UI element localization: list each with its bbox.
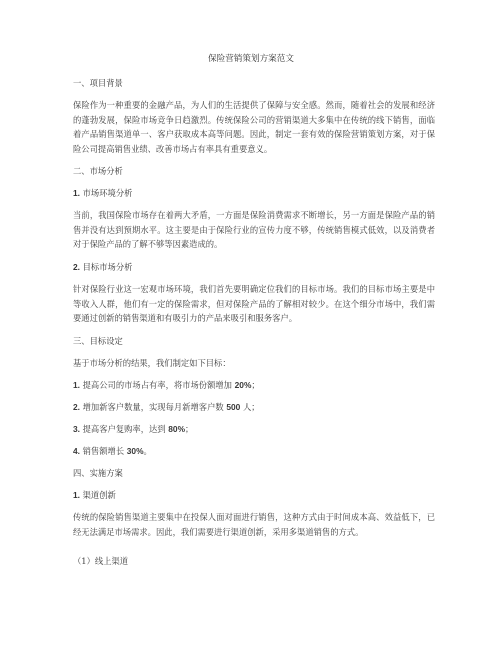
goal-item-3 (73, 422, 435, 437)
goal-number: 1. (73, 380, 80, 390)
document-title: 保险营销策划方案范文 (208, 54, 294, 64)
subheading-label: 市场环境分析 (80, 188, 133, 198)
goal-number: 4. (73, 446, 80, 456)
subheading-market-environment (73, 186, 435, 201)
goal-text: 提高客户复购率，达到 (80, 424, 169, 434)
goal-value: 500 (226, 402, 241, 412)
section-heading-implementation: 四、实施方案 (73, 468, 123, 478)
goal-value: 20% (234, 380, 252, 390)
section-heading-market-analysis: 二、市场分析 (73, 166, 123, 176)
background-paragraph: 保险作为一种重要的金融产品，为人们的生活提供了保障与安全感。然而，随着社会的发展和经济的蓬勃发展，保险市场竞争日趋激烈。传统保险公司的营销渠道大多集中在传统的线下销售，面临着产品销售渠道单一、客户获取成本高等问题。因此，制定一套有效的保险营销策划方案，对于保险公司提高销售业绩、改善市场占有率具有重要意义。 (73, 100, 435, 154)
goal-tail: 。 (143, 446, 152, 456)
goal-value: 30% (126, 446, 144, 456)
goal-value: 80% (168, 424, 186, 434)
subheading-number: 1. (73, 188, 80, 198)
online-channel-subheading: （1）线上渠道 (73, 556, 129, 566)
channel-innovation-paragraph: 传统的保险销售渠道主要集中在投保人面对面进行销售，这种方式由于时间成本高、效益低下，已经无法满足市场需求。因此，我们需要进行渠道创新，采用多渠道销售的方式。 (73, 512, 435, 537)
goal-tail: 人； (240, 402, 260, 412)
subheading-label: 渠道创新 (80, 490, 116, 500)
section-heading-background: 一、项目背景 (73, 78, 123, 88)
subheading-target-market (73, 260, 435, 275)
subheading-number: 1. (73, 490, 80, 500)
goal-tail: ； (185, 424, 194, 434)
section-heading-goals: 三、目标设定 (73, 336, 123, 346)
goal-number: 3. (73, 424, 80, 434)
subheading-number: 2. (73, 262, 80, 272)
goal-item-1 (73, 378, 435, 393)
goal-number: 2. (73, 402, 80, 412)
goals-intro: 基于市场分析的结果，我们制定如下目标： (73, 358, 231, 368)
subheading-channel-innovation (73, 488, 435, 503)
goal-text: 增加新客户数量，实现每月新增客户数 (80, 402, 227, 412)
goal-tail: ； (251, 380, 260, 390)
target-market-paragraph: 针对保险行业这一宏观市场环境，我们首先要明确定位我们的目标市场。我们的目标市场主要是中等收入人群，他们有一定的保险需求，但对保险产品的了解相对较少。在这个细分市场中，我们需要通过创新的销售渠道和有吸引力的产品来吸引和服务客户。 (73, 284, 435, 324)
goal-item-4 (73, 444, 435, 459)
goal-text: 提高公司的市场占有率，将市场份额增加 (80, 380, 235, 390)
market-environment-paragraph: 当前，我国保险市场存在着两大矛盾，一方面是保险消费需求不断增长，另一方面是保险产品的销售并没有达到预期水平。这主要是由于保险行业的宣传力度不够，传统销售模式低效，以及消费者对于保险产品的了解不够等因素造成的。 (73, 210, 435, 250)
subheading-label: 目标市场分析 (80, 262, 133, 272)
goal-item-2 (73, 400, 435, 415)
goal-text: 销售额增长 (80, 446, 127, 456)
